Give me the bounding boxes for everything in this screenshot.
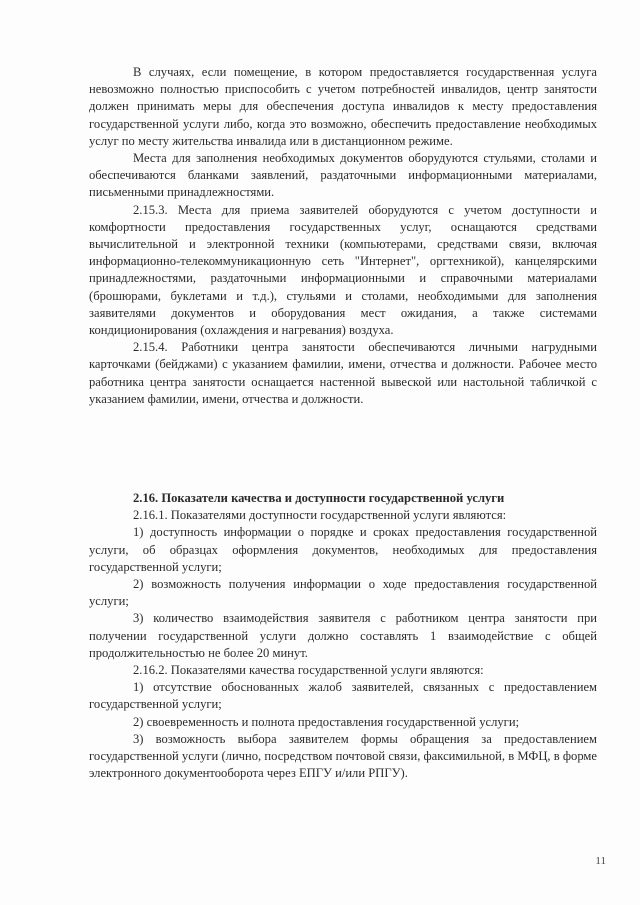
paragraph-2-15-3: 2.15.3. Места для приема заявителей оборудуются с учетом доступности и комфортности предоставления государственных услуг, оснащаются средствами вычислительной и электронной техники (компьютерами, средствами связи, включая информационно-телекоммуникационную сеть "Интернет", оргтехникой), канцелярскими принадлежностями, раздаточными информационными и справочными материалами (брошюрами, буклетами и т.д.), стульями и столами, необходимыми для заполнения заявителями документов и оборудования мест ожидания, а также системами кондиционирования (охлаждения и нагревания) воздуха. (89, 202, 597, 338)
list-item-quality-1: 1) отсутствие обоснованных жалоб заявителей, связанных с предоставлением государственной услуги; (89, 680, 597, 712)
list-item-availability-1: 1) доступность информации о порядке и сроках предоставления государственной услуги, об образцах оформления документов, необходимых для предоставления государственной услуги; (89, 525, 597, 574)
body-text-top (89, 64, 597, 408)
body-text-bottom (89, 490, 597, 782)
page-number: 11 (595, 855, 606, 867)
section-heading: 2.16. Показатели качества и доступности государственной услуги (133, 491, 505, 505)
paragraph-disabled-access: В случаях, если помещение, в котором предоставляется государственная услуга невозможно полностью приспособить с учетом потребностей инвалидов, центр занятости должен принимать меры для обеспечения доступа инвалидов к месту предоставления государственной услуги либо, когда это возможно, обеспечить предоставление необходимых услуг по месту жительства инвалида или в дистанционном режиме. (89, 65, 597, 148)
list-item-availability-2: 2) возможность получения информации о ходе предоставления государственной услуги; (89, 577, 597, 609)
paragraph-2-15-4: 2.15.4. Работники центра занятости обеспечиваются личными нагрудными карточками (бейджами) с указанием фамилии, имени, отчества и должности. Рабочее место работника центра занятости оснащается настенной вывеской или настольной табличкой с указанием фамилии, имени, отчества и должности. (89, 340, 597, 406)
paragraph-2-16-1: 2.16.1. Показателями доступности государственной услуги являются: (133, 508, 507, 523)
list-item-quality-2: 2) своевременность и полнота предоставления государственной услуги; (133, 714, 520, 729)
list-item-availability-3: 3) количество взаимодействия заявителя с работником центра занятости при получении государственной услуги должно составлять 1 взаимодействие с общей продолжительностью не более 20 минут. (89, 611, 597, 660)
paragraph-2-16-2: 2.16.2. Показателями качества государственной услуги являются: (133, 663, 484, 678)
list-item-quality-3: 3) возможность выбора заявителем формы обращения за предоставлением государственной услуги (лично, посредством почтовой связи, факсимильной, в МФЦ, в форме электронного документооборота через ЕПГУ и/или РПГУ). (89, 731, 597, 781)
paragraph-form-places: Места для заполнения необходимых документов оборудуются стульями, столами и обеспечиваются бланками заявлений, раздаточными информационными материалами, письменными принадлежностями. (89, 151, 597, 200)
